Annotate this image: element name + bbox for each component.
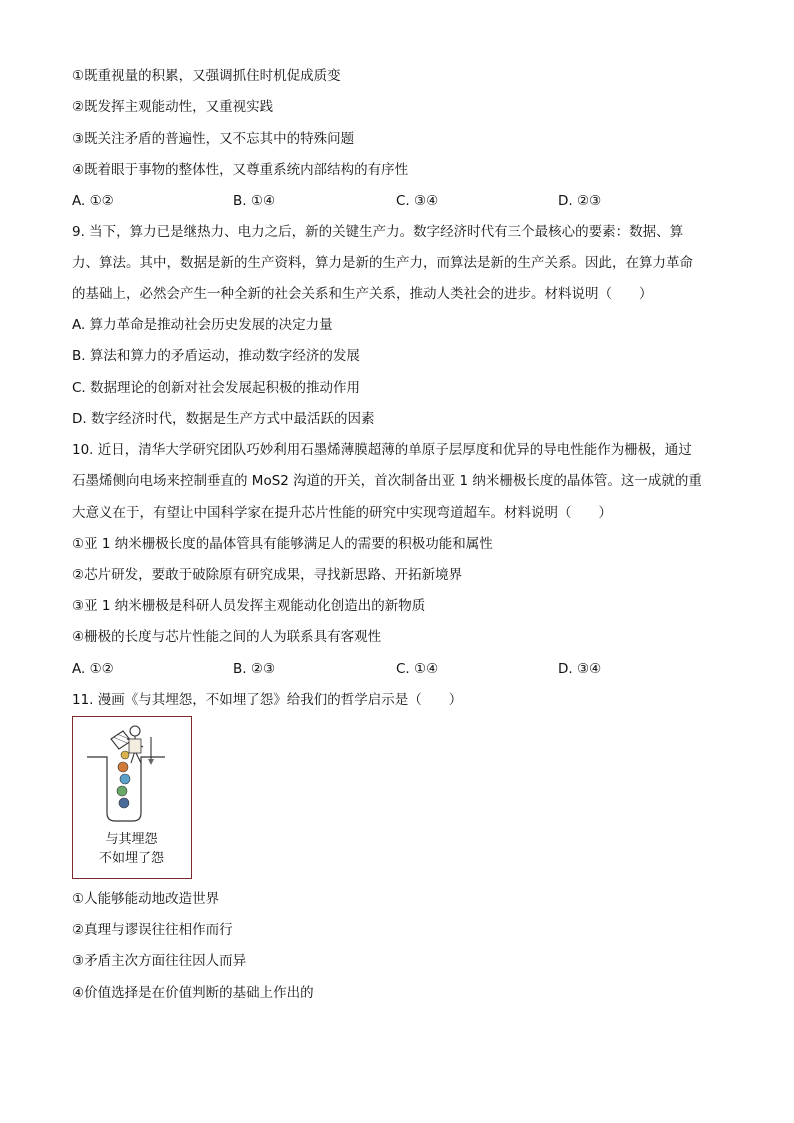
q9-option-a[interactable]: A. 算力革命是推动社会历史发展的决定力量 (72, 317, 333, 333)
cartoon-caption-line-1: 与其埋怨 (105, 832, 158, 847)
cartoon-image (72, 716, 192, 879)
q8-option-d[interactable]: D. ②③ (558, 193, 602, 209)
q9-stem-line-1: 9. 当下，算力已是继热力、电力之后，新的关键生产力。数字经济时代有三个最核心的要素：数据、算 (72, 224, 684, 240)
q8-item-2: ②既发挥主观能动性，又重视实践 (72, 99, 274, 115)
q8-option-a[interactable]: A. ①② (72, 193, 114, 209)
q10-option-a[interactable]: A. ①② (72, 661, 114, 677)
q10-item-1: ①亚 1 纳米栅极长度的晶体管具有能够满足人的需要的积极功能和属性 (72, 536, 493, 552)
q9-stem-line-2: 力、算法。其中，数据是新的生产资料，算力是新的生产力，而算法是新的生产关系。因此，在算力革命 (72, 255, 693, 271)
q10-item-3: ③亚 1 纳米栅极是科研人员发挥主观能动化创造出的新物质 (72, 598, 426, 614)
q10-stem-line-3: 大意义在于，有望让中国科学家在提升芯片性能的研究中实现弯道超车。材料说明（ ） (72, 505, 612, 521)
q10-option-d[interactable]: D. ③④ (558, 661, 602, 677)
q11-item-4: ④价值选择是在价值判断的基础上作出的 (72, 985, 314, 1001)
q8-option-c[interactable]: C. ③④ (396, 193, 439, 209)
q9-option-b[interactable]: B. 算法和算力的矛盾运动，推动数字经济的发展 (72, 348, 360, 364)
q10-item-4: ④栅极的长度与芯片性能之间的人为联系具有客观性 (72, 629, 382, 645)
q10-option-b[interactable]: B. ②③ (233, 661, 276, 677)
q10-stem-line-1: 10. 近日，清华大学研究团队巧妙利用石墨烯薄膜超薄的单原子层厚度和优异的导电性能作为栅极，通过 (72, 442, 692, 458)
q9-option-c[interactable]: C. 数据理论的创新对社会发展起积极的推动作用 (72, 380, 361, 396)
q9-stem-line-3: 的基础上，必然会产生一种全新的社会关系和生产关系，推动人类社会的进步。材料说明（ ） (72, 286, 653, 302)
q9-option-d[interactable]: D. 数字经济时代，数据是生产方式中最活跃的因素 (72, 411, 375, 427)
q10-option-c[interactable]: C. ①④ (396, 661, 439, 677)
q8-option-b[interactable]: B. ①④ (233, 193, 276, 209)
q11-item-2: ②真理与谬误往往相作而行 (72, 922, 233, 938)
cartoon-caption (73, 830, 190, 868)
q8-item-4: ④既着眼于事物的整体性，又尊重系统内部结构的有序性 (72, 162, 409, 178)
q11-item-1: ①人能够能动地改造世界 (72, 891, 220, 907)
q11-item-3: ③矛盾主次方面往往因人而异 (72, 953, 247, 969)
q10-item-2: ②芯片研发，要敢于破除原有研究成果，寻找新思路、开拓新境界 (72, 567, 463, 583)
q8-item-1: ①既重视量的积累，又强调抓住时机促成质变 (72, 68, 341, 84)
q11-stem: 11. 漫画《与其埋怨，不如埋了怨》给我们的哲学启示是（ ） (72, 692, 463, 708)
cartoon-caption-line-2: 不如埋了怨 (98, 851, 164, 866)
q8-item-3: ③既关注矛盾的普遍性，又不忘其中的特殊问题 (72, 131, 355, 147)
q10-stem-line-2: 石墨烯侧向电场来控制垂直的 MoS2 沟道的开关，首次制备出亚 1 纳米栅极长度的晶体管。这一成就的重 (72, 473, 702, 489)
